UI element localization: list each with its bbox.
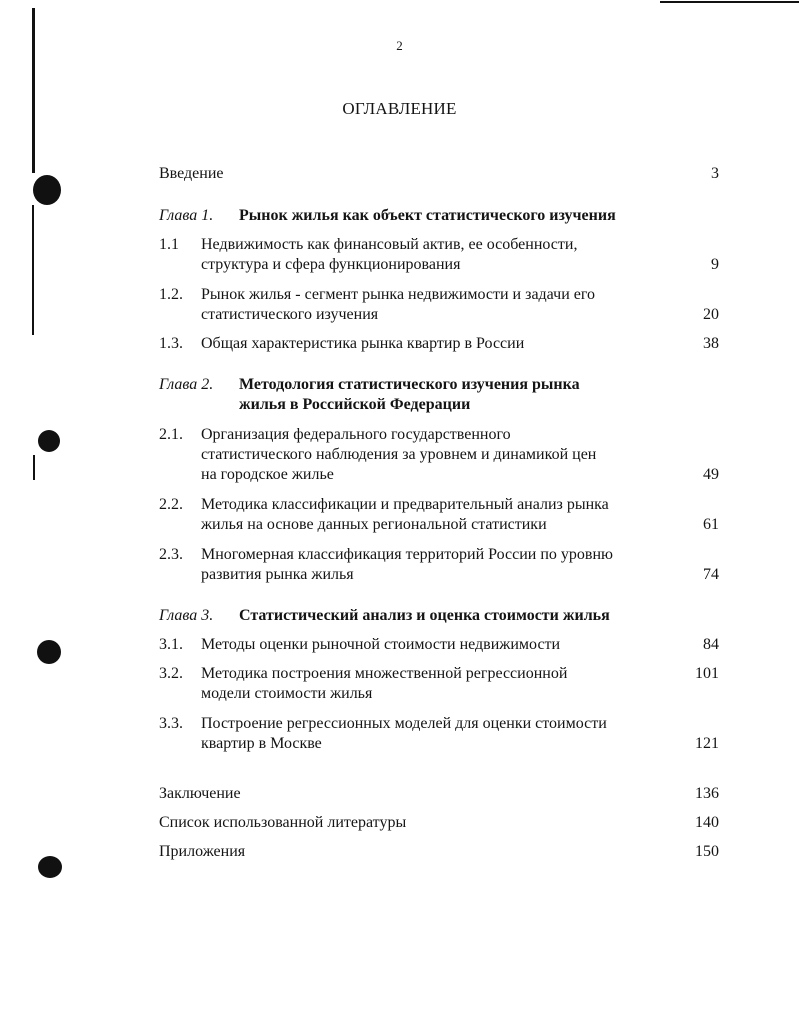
chapter-title: Статистический анализ и оценка стоимости жилья: [239, 607, 610, 624]
toc-entry-text: Приложения: [159, 843, 246, 860]
chapter-heading[interactable]: [159, 375, 719, 415]
toc-page-number: 38: [703, 335, 719, 352]
section-title-line: квартир в Москве: [201, 735, 322, 752]
section-title-line: Многомерная классификация территорий России по уровню: [201, 546, 613, 563]
toc-section[interactable]: [159, 664, 719, 704]
page-number: 2: [396, 38, 403, 53]
toc-page-number: 61: [703, 516, 719, 533]
page-title: ОГЛАВЛЕНИЕ: [342, 99, 457, 118]
section-title-line: статистического изучения: [201, 306, 379, 323]
section-title-line: развития рынка жилья: [201, 566, 354, 583]
section-title-line: Рынок жилья - сегмент рынка недвижимости и задачи его: [201, 286, 596, 303]
toc-section[interactable]: [159, 334, 719, 354]
toc-section[interactable]: [159, 285, 719, 325]
section-title-line: модели стоимости жилья: [201, 685, 373, 702]
toc-entry-appendices[interactable]: [159, 842, 719, 862]
chapter-heading[interactable]: [159, 206, 719, 226]
toc-page-number: 136: [695, 785, 719, 802]
section-title-line: Организация федерального государственного: [201, 426, 511, 443]
section-number: 2.1.: [159, 426, 183, 443]
toc-section[interactable]: [159, 235, 719, 275]
toc-section[interactable]: [159, 425, 719, 485]
toc-section[interactable]: [159, 635, 719, 655]
section-number: 3.2.: [159, 665, 183, 682]
chapter-label: Глава 2.: [159, 376, 214, 393]
toc-section[interactable]: [159, 495, 719, 535]
punch-hole: [33, 175, 61, 205]
section-number: 2.2.: [159, 496, 183, 513]
chapter-label: Глава 1.: [159, 207, 214, 224]
punch-hole: [37, 640, 61, 664]
punch-hole: [38, 856, 62, 878]
scan-edge-line: [33, 455, 35, 480]
toc-page-number: 101: [695, 665, 719, 682]
toc-section[interactable]: [159, 545, 719, 585]
toc-entry-text: Список использованной литературы: [159, 814, 407, 831]
toc-section[interactable]: [159, 714, 719, 754]
section-title-line: Методы оценки рыночной стоимости недвижимости: [201, 636, 561, 653]
section-title-line: жилья на основе данных региональной статистики: [201, 516, 547, 533]
chapter-title-line: Методология статистического изучения рынка: [239, 376, 580, 393]
toc-page-number: 121: [695, 735, 719, 752]
toc-page-number: 150: [695, 843, 719, 860]
toc-page-number: 9: [711, 256, 719, 273]
chapter-title: Рынок жилья как объект статистического изучения: [239, 207, 616, 224]
toc-page-number: 84: [703, 636, 719, 653]
section-title-line: статистического наблюдения за уровнем и динамикой цен: [201, 446, 597, 463]
toc-page-number: 20: [703, 306, 719, 323]
toc-page-number: 140: [695, 814, 719, 831]
toc-entry-text: Введение: [159, 165, 224, 182]
section-number: 1.1: [159, 236, 179, 253]
chapter-heading[interactable]: [159, 606, 719, 626]
section-number: 3.3.: [159, 715, 183, 732]
scan-edge-line: [32, 205, 34, 335]
section-number: 3.1.: [159, 636, 183, 653]
toc-page-number: 74: [703, 566, 719, 583]
section-title-line: Построение регрессионных моделей для оценки стоимости: [201, 715, 607, 732]
section-title-line: Общая характеристика рынка квартир в России: [201, 335, 525, 352]
section-title-line: на городское жилье: [201, 466, 334, 483]
toc-entry-references[interactable]: [159, 813, 719, 833]
punch-hole: [38, 430, 60, 452]
section-number: 2.3.: [159, 546, 183, 563]
scan-top-line: [660, 1, 799, 3]
section-number: 1.3.: [159, 335, 183, 352]
toc-entry-conclusion[interactable]: [159, 784, 719, 804]
section-title-line: Методика классификации и предварительный анализ рынка: [201, 496, 609, 513]
section-title-line: Методика построения множественной регрессионной: [201, 665, 568, 682]
chapter-label: Глава 3.: [159, 607, 214, 624]
toc-page-number: 3: [711, 165, 719, 182]
toc-page-number: 49: [703, 466, 719, 483]
toc-entry-intro[interactable]: [159, 164, 719, 184]
scan-edge-line: [32, 8, 35, 173]
section-title-line: структура и сфера функционирования: [201, 256, 461, 273]
chapter-title-line: жилья в Российской Федерации: [239, 396, 471, 413]
toc-entry-text: Заключение: [159, 785, 241, 802]
section-title-line: Недвижимость как финансовый актив, ее особенности,: [201, 236, 578, 253]
section-number: 1.2.: [159, 286, 183, 303]
